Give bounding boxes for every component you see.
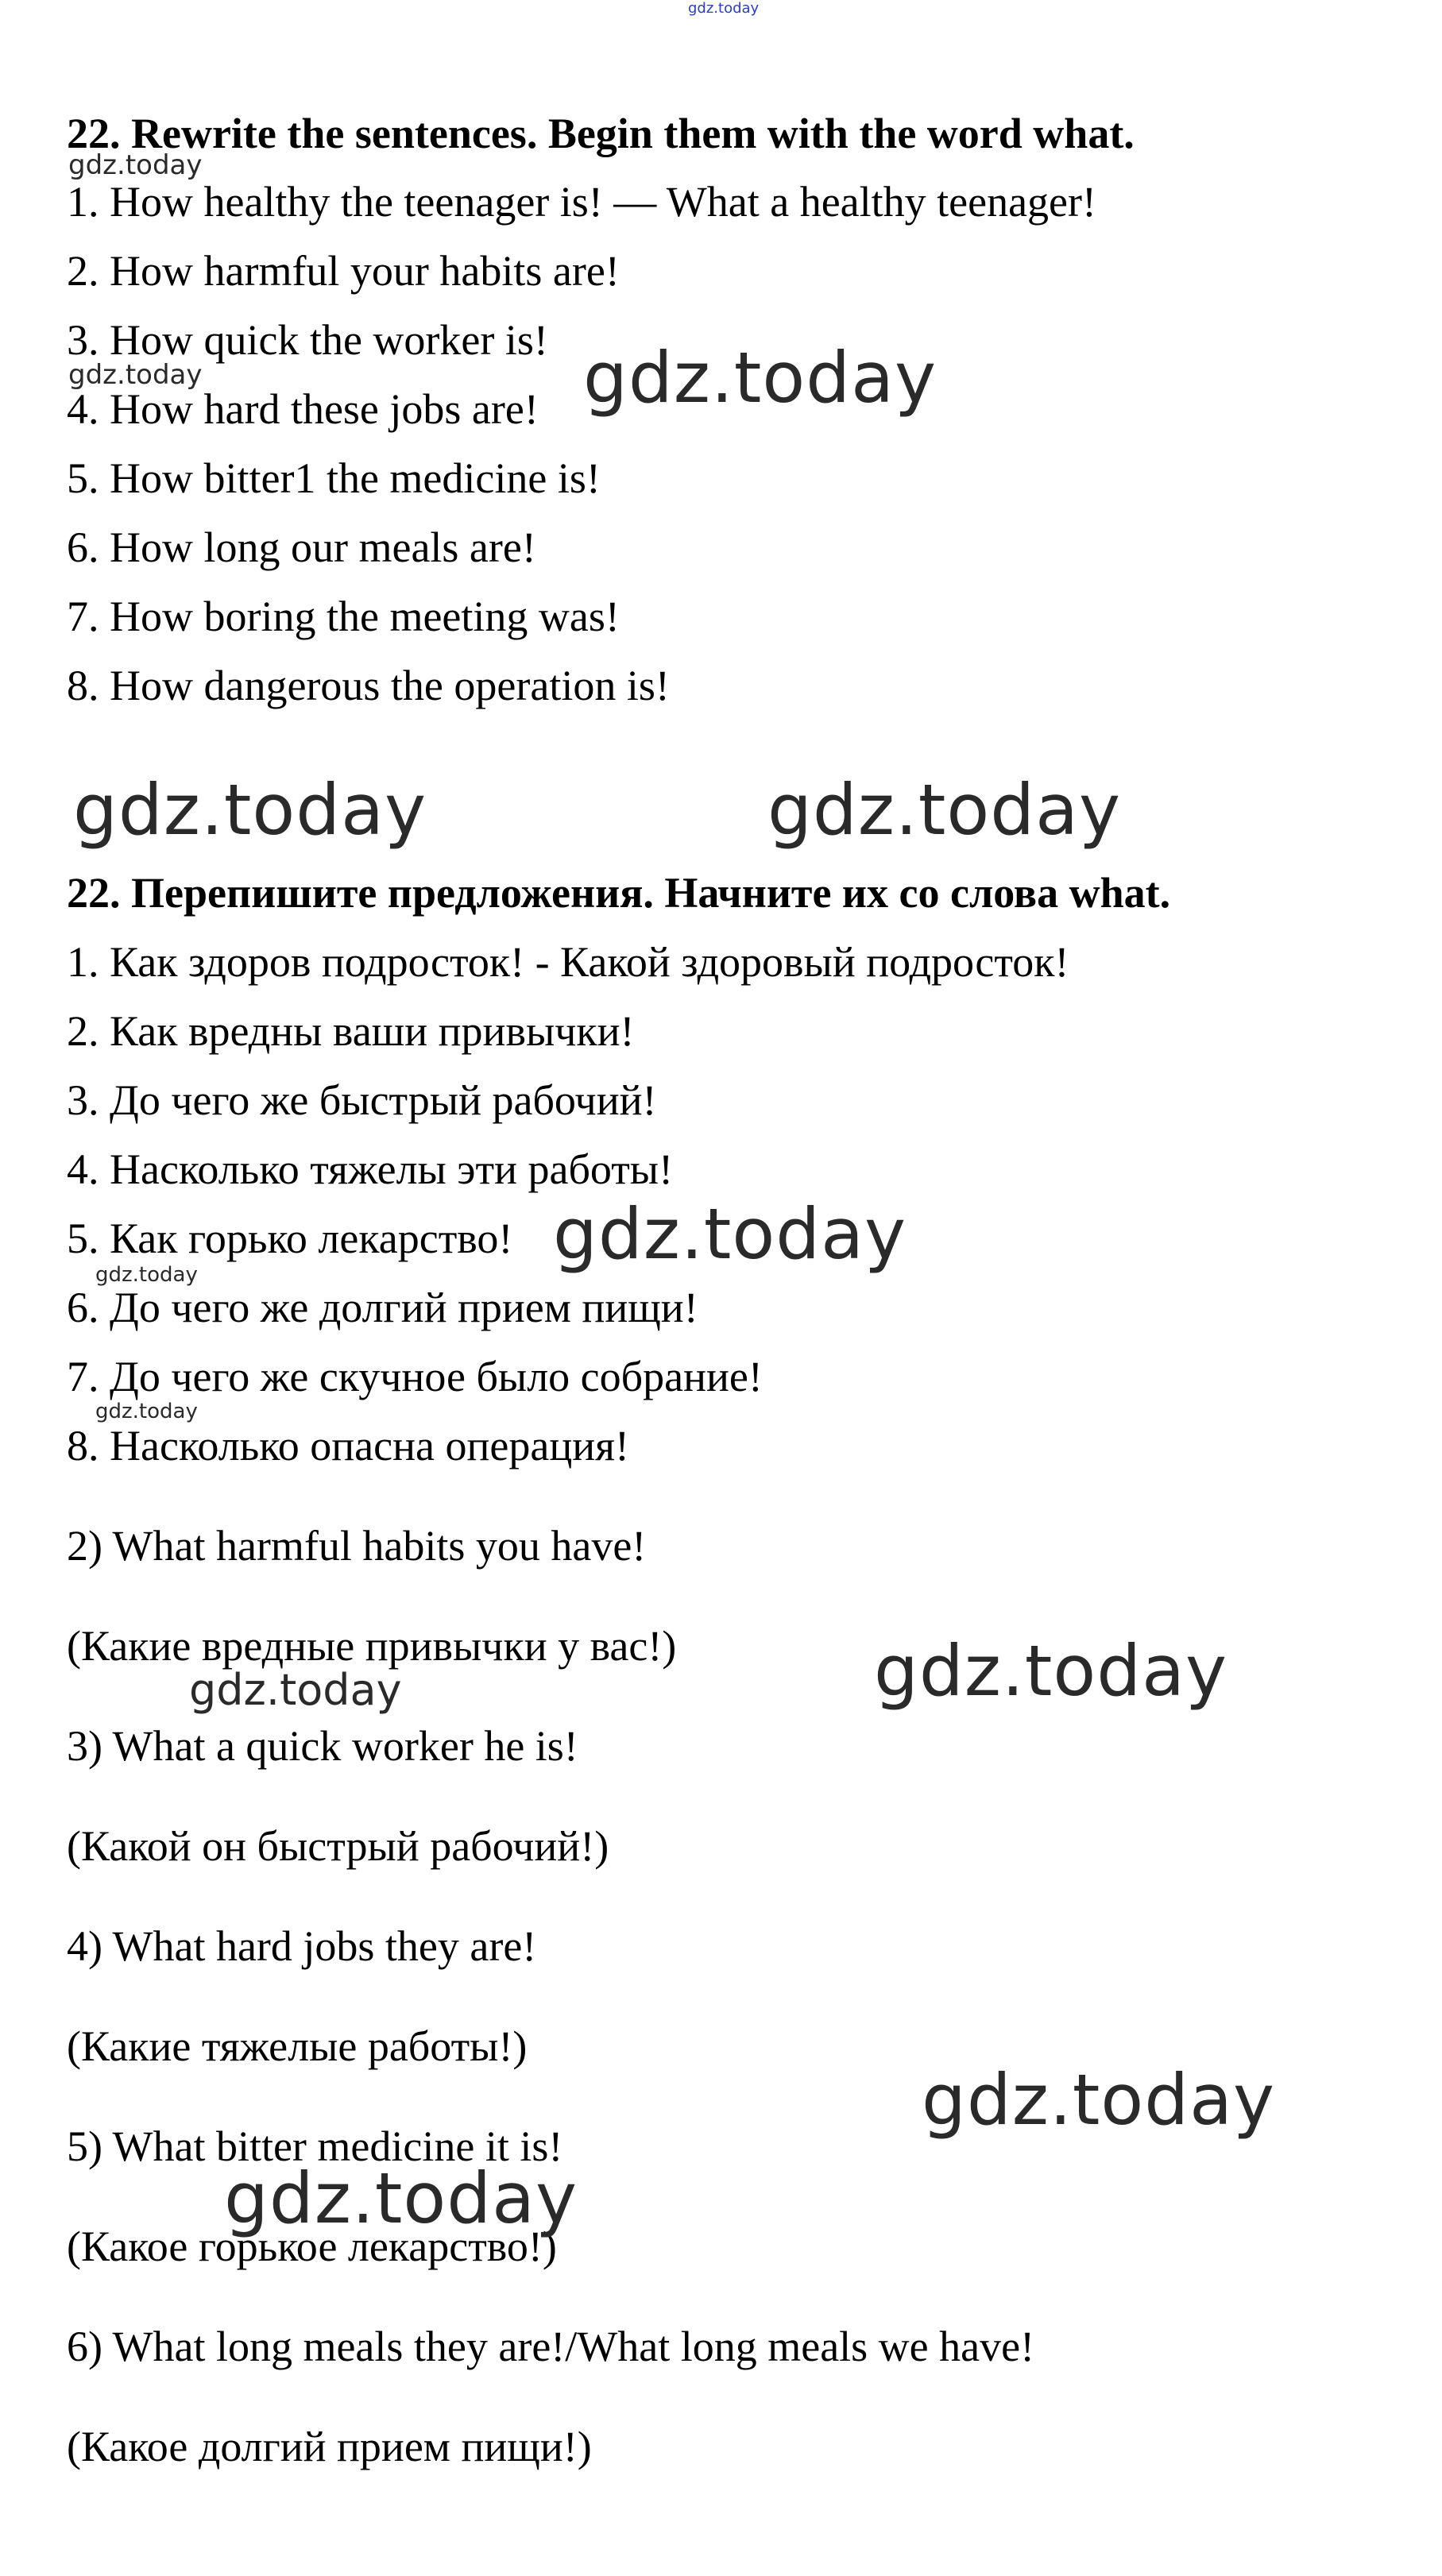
russian-item-8: 8. Насколько опасна операция! xyxy=(67,1422,629,1470)
answer-2-russian: (Какие вредные привычки у вас!) xyxy=(67,1622,677,1670)
watermark: gdz.today xyxy=(922,2059,1276,2141)
watermark: gdz.today xyxy=(767,769,1122,851)
russian-item-3: 3. До чего же быстрый рабочий! xyxy=(67,1076,657,1124)
english-item-1: 1. How healthy the teenager is! — What a healthy teenager! xyxy=(67,178,1096,226)
russian-item-4: 4. Насколько тяжелы эти работы! xyxy=(67,1145,674,1193)
english-item-8: 8. How dangerous the operation is! xyxy=(67,662,670,709)
answer-4-russian: (Какие тяжелые работы!) xyxy=(67,2022,528,2070)
russian-item-6: 6. До чего же долгий прием пищи! xyxy=(67,1284,698,1331)
answer-6-english: 6) What long meals they are!/What long meals we have! xyxy=(67,2323,1035,2370)
russian-heading: 22. Перепишите предложения. Начните их со слова what. xyxy=(67,869,1171,917)
watermark: gdz.today xyxy=(68,359,203,391)
russian-item-5: 5. Как горько лекарство! xyxy=(67,1215,513,1262)
watermark: gdz.today xyxy=(553,1193,907,1275)
answer-5-russian: (Какое горькое лекарство!) xyxy=(67,2223,557,2270)
watermark: gdz.today xyxy=(95,1400,198,1423)
watermark: gdz.today xyxy=(874,1630,1228,1712)
english-item-4: 4. How hard these jobs are! xyxy=(67,385,539,433)
answer-3-english: 3) What a quick worker he is! xyxy=(67,1722,578,1770)
russian-item-1: 1. Как здоров подросток! - Какой здоровый подросток! xyxy=(67,938,1069,986)
answer-2-english: 2) What harmful habits you have! xyxy=(67,1522,647,1570)
answer-3-russian: (Какой он быстрый рабочий!) xyxy=(67,1822,609,1870)
answer-6-russian: (Какое долгий прием пищи!) xyxy=(67,2423,592,2470)
english-item-6: 6. How long our meals are! xyxy=(67,523,536,571)
watermark: gdz.today xyxy=(73,769,427,851)
watermark: gdz.today xyxy=(189,1665,402,1715)
russian-item-2: 2. Как вредны ваши привычки! xyxy=(67,1007,635,1055)
watermark: gdz.today xyxy=(583,337,937,419)
watermark-top: gdz.today xyxy=(688,0,760,17)
watermark: gdz.today xyxy=(68,149,203,181)
english-item-7: 7. How boring the meeting was! xyxy=(67,593,620,640)
watermark: gdz.today xyxy=(95,1263,198,1287)
english-item-3: 3. How quick the worker is! xyxy=(67,316,548,364)
english-item-5: 5. How bitter1 the medicine is! xyxy=(67,454,601,502)
answer-5-english: 5) What bitter medicine it is! xyxy=(67,2122,563,2170)
watermark: gdz.today xyxy=(224,2157,578,2239)
answer-4-english: 4) What hard jobs they are! xyxy=(67,1922,537,1970)
english-item-2: 2. How harmful your habits are! xyxy=(67,247,620,295)
english-heading: 22. Rewrite the sentences. Begin them with the word what. xyxy=(67,110,1135,157)
russian-item-7: 7. До чего же скучное было собрание! xyxy=(67,1353,763,1400)
